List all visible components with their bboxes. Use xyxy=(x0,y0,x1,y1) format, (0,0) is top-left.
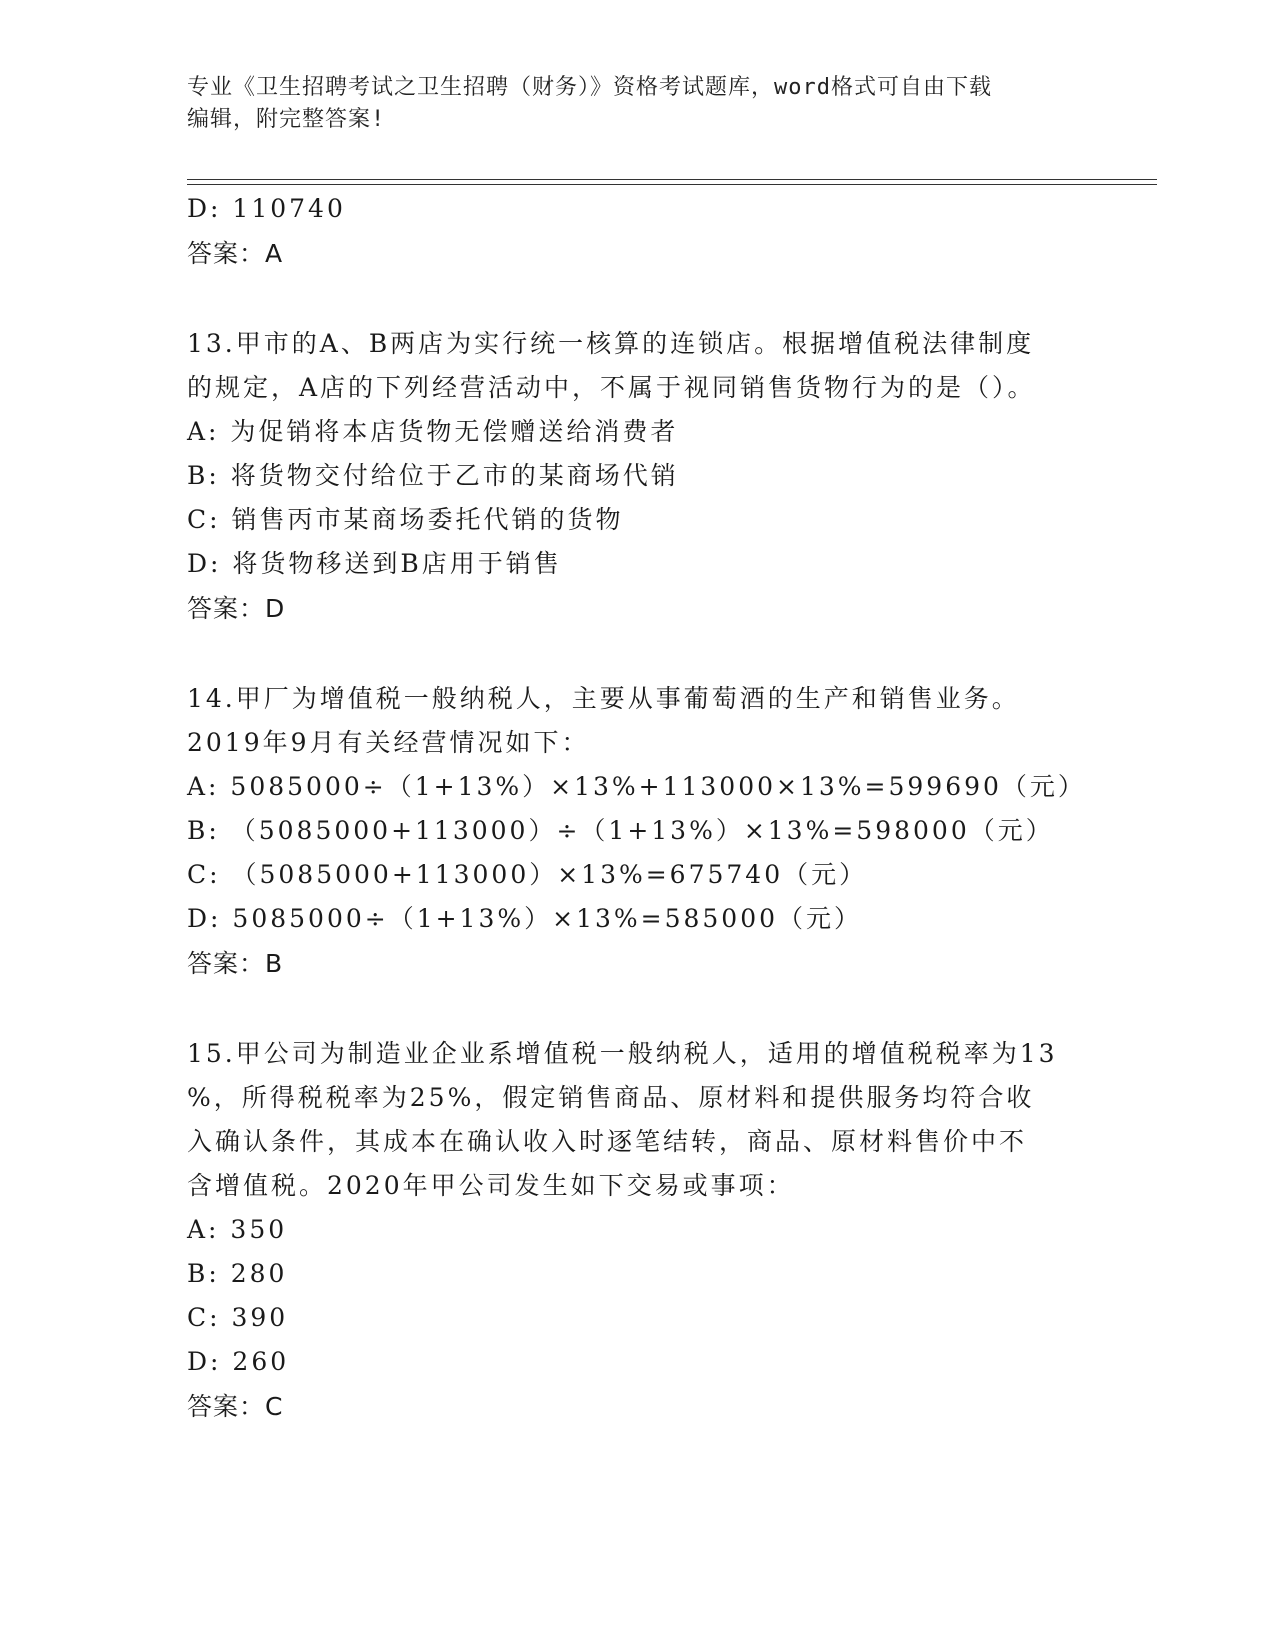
q14-stem-line-1: 14.甲厂为增值税一般纳税人，主要从事葡萄酒的生产和销售业务。 xyxy=(187,684,1020,713)
q14-option-a: A: 5085000÷（1+13%）×13%+113000×13%=599690（元） xyxy=(187,772,1086,801)
q14-option-d: D: 5085000÷（1+13%）×13%=585000（元） xyxy=(187,904,863,933)
q13-option-d: D: 将货物移送到B店用于销售 xyxy=(187,549,562,578)
q15-option-b: B: 280 xyxy=(187,1259,288,1288)
q14-option-b: B: （5085000+113000）÷（1+13%）×13%=598000（元） xyxy=(187,816,1054,845)
header-line-2: 编辑，附完整答案! xyxy=(187,107,386,132)
prev-option-d: D: 110740 xyxy=(187,194,346,223)
q15-answer: 答案：C xyxy=(187,1392,284,1421)
q14-option-c: C: （5085000+113000）×13%=675740（元） xyxy=(187,860,868,889)
q13-answer: 答案：D xyxy=(187,594,286,623)
q13-stem-line-1: 13.甲市的A、B两店为实行统一核算的连锁店。根据增值税法律制度 xyxy=(187,329,1035,358)
q15-option-a: A: 350 xyxy=(187,1215,288,1244)
q15-stem-line-4: 含增值税。2020年甲公司发生如下交易或事项： xyxy=(187,1171,795,1200)
q14-stem-line-2: 2019年9月有关经营情况如下： xyxy=(187,728,590,757)
q13-option-b: B: 将货物交付给位于乙市的某商场代销 xyxy=(187,461,679,490)
q15-stem-line-2: %，所得税税率为25%，假定销售商品、原材料和提供服务均符合收 xyxy=(187,1083,1035,1112)
q15-stem-line-3: 入确认条件，其成本在确认收入时逐笔结转，商品、原材料售价中不 xyxy=(187,1127,1028,1156)
q13-option-c: C: 销售丙市某商场委托代销的货物 xyxy=(187,505,624,534)
q13-option-a: A: 为促销将本店货物无偿赠送给消费者 xyxy=(187,417,679,446)
header-rule-top xyxy=(187,179,1157,180)
header-line-1: 专业《卫生招聘考试之卫生招聘（财务）》资格考试题库，word格式可自由下载 xyxy=(187,75,992,100)
q15-stem-line-1: 15.甲公司为制造业企业系增值税一般纳税人，适用的增值税税率为13 xyxy=(187,1039,1058,1068)
q15-option-d: D: 260 xyxy=(187,1347,290,1376)
prev-answer: 答案：A xyxy=(187,239,284,268)
header-rule-bottom xyxy=(187,184,1157,185)
q13-stem-line-2: 的规定，A店的下列经营活动中，不属于视同销售货物行为的是（）。 xyxy=(187,373,1036,402)
document-header xyxy=(187,72,1067,136)
q14-answer: 答案：B xyxy=(187,949,284,978)
q15-option-c: C: 390 xyxy=(187,1303,289,1332)
